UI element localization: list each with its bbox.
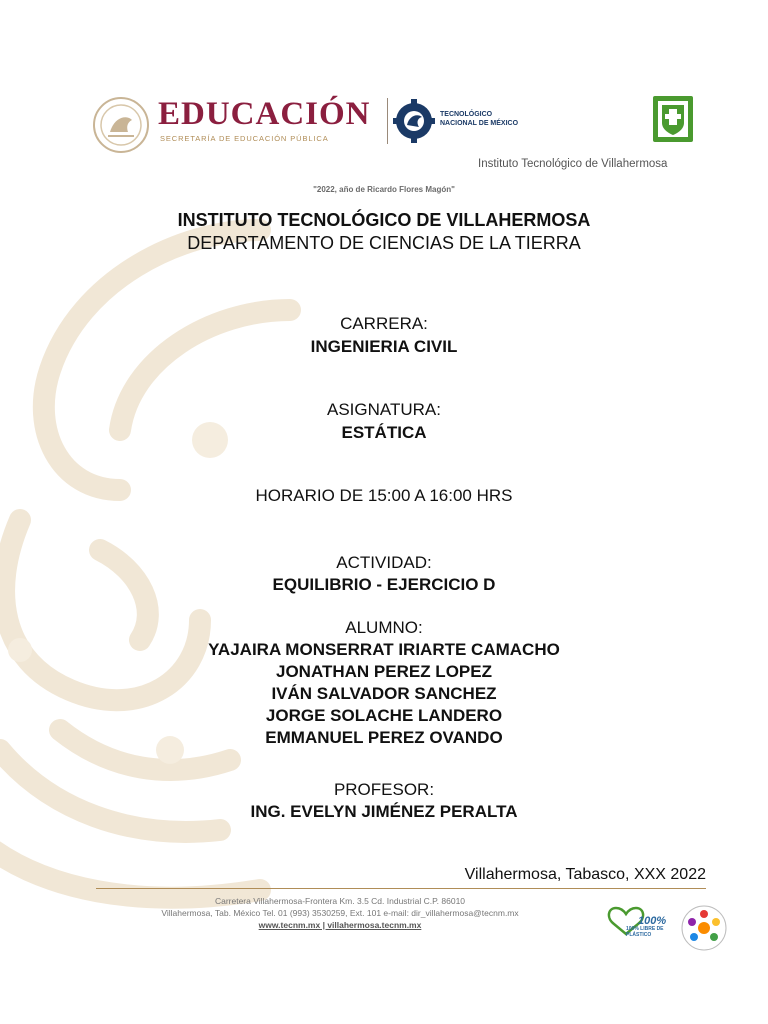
year-motto-text: "2022, año de Ricardo Flores Magón"	[313, 185, 455, 194]
department-name: DEPARTAMENTO DE CIENCIAS DE LA TIERRA	[187, 233, 581, 253]
subject-value: ESTÁTICA	[341, 423, 427, 442]
mexico-seal-icon	[92, 96, 150, 154]
city-date: Villahermosa, Tabasco, XXX 2022	[464, 866, 706, 883]
student-name: JORGE SOLACHE LANDERO	[265, 706, 503, 725]
activity-value: EQUILIBRIO - EJERCICIO D	[272, 575, 496, 594]
student-name: JONATHAN PEREZ LOPEZ	[276, 662, 492, 681]
footer-address-line1: Carretera Villahermosa-Frontera Km. 3.5 Cd. Industrial C.P. 86010	[214, 896, 466, 906]
itv-shield-logo-icon	[652, 95, 694, 143]
student-name: EMMANUEL PEREZ OVANDO	[265, 728, 503, 747]
community-circle-logo-icon	[680, 904, 728, 952]
letterhead-header	[0, 0, 768, 200]
career-value: INGENIERIA CIVIL	[310, 337, 458, 356]
students-label: ALUMNO:	[345, 618, 423, 637]
footer-address-line2: Villahermosa, Tab. México Tel. 01 (993) 3530259, Ext. 101 e-mail: dir_villahermosa@tecnm.mx	[161, 908, 519, 918]
education-title: EDUCACIÓN	[158, 96, 371, 132]
header-divider	[387, 98, 388, 144]
institution-name: INSTITUTO TECNOLÓGICO DE VILLAHERMOSA	[177, 210, 591, 230]
subject-label: ASIGNATURA:	[327, 400, 441, 419]
career-label: CARRERA:	[340, 314, 428, 333]
plastic-free-text: 100% LIBRE DE PLÁSTICO	[626, 926, 664, 938]
footer-rule	[96, 888, 706, 889]
education-subtitle: SECRETARÍA DE EDUCACIÓN PÚBLICA	[160, 134, 329, 143]
tecnm-line2: NACIONAL DE MÉXICO	[440, 120, 519, 127]
schedule: HORARIO DE 15:00 A 16:00 HRS	[255, 486, 513, 505]
institute-name: Instituto Tecnológico de Villahermosa	[478, 158, 668, 170]
student-name: YAJAIRA MONSERRAT IRIARTE CAMACHO	[208, 640, 560, 659]
tecnm-line1: TECNOLÓGICO	[440, 111, 493, 118]
professor-label: PROFESOR:	[333, 780, 435, 799]
activity-label: ACTIVIDAD:	[336, 553, 432, 572]
student-name: IVÁN SALVADOR SANCHEZ	[271, 684, 497, 703]
tecnm-gear-logo-icon	[393, 98, 435, 144]
professor-value: ING. EVELYN JIMÉNEZ PERALTA	[250, 802, 518, 821]
year-motto	[0, 185, 768, 194]
svg-text:100%: 100%	[638, 915, 667, 927]
footer-links[interactable]: www.tecnm.mx | villahermosa.tecnm.mx	[258, 920, 422, 930]
plastic-free-badge	[604, 900, 672, 942]
tecnm-wordmark	[440, 110, 518, 128]
footer-links-row	[100, 920, 580, 930]
